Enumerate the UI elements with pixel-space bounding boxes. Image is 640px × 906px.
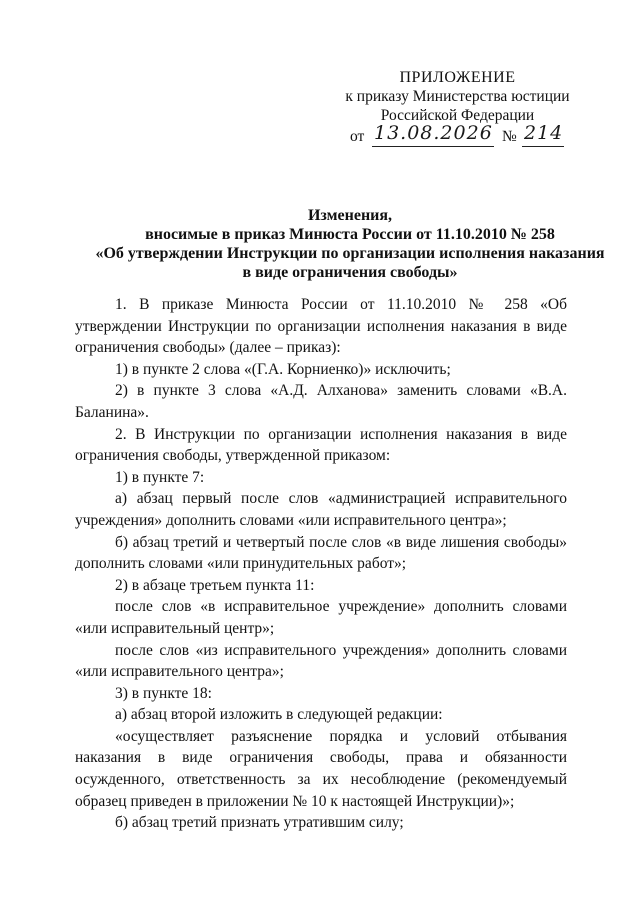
handwritten-number: 214	[524, 122, 564, 144]
paragraph: 1) в пункте 7:	[115, 468, 205, 486]
title-line: вносимые в приказ Минюста России от 11.10.2010 № 258	[145, 226, 555, 243]
handwritten-date: 13.08.2026	[374, 122, 493, 144]
date-underline	[372, 146, 494, 147]
document-title	[60, 206, 640, 282]
paragraph: «осуществляет разъяснение порядка и условий отбывания наказания в виде ограничения свободы, права и обязанности осужденного, ответственность за их несоблюдение (рекомендуемый образец приведен в приложении № 10 к настоящей Инструкции)»;	[75, 727, 567, 810]
paragraph: а) абзац первый после слов «администрацией исправительного учреждения» дополнить словами «или исправительного центра»;	[75, 490, 567, 529]
title-line: Изменения,	[307, 207, 393, 224]
date-prefix: от	[350, 128, 365, 145]
paragraph: после слов «в исправительное учреждение» дополнить словами «или исправительный центр»;	[75, 598, 567, 637]
appendix-federation: Российской Федерации	[380, 107, 535, 124]
paragraph: 1) в пункте 2 слова «(Г.А. Корниенко)» исключить;	[115, 360, 451, 378]
number-prefix: №	[502, 128, 517, 145]
paragraph: б) абзац третий и четвертый после слов «в виде лишения свободы» дополнить словами «или принудительных работ»;	[75, 533, 567, 573]
title-line: «Об утверждении Инструкции по организации исполнения наказания	[95, 245, 605, 262]
paragraph: а) абзац второй изложить в следующей редакции:	[115, 706, 443, 724]
order-date-number-line	[344, 122, 574, 148]
number-underline	[522, 146, 564, 147]
appendix-label: ПРИЛОЖЕНИЕ	[399, 69, 516, 86]
paragraph: 3) в пункте 18:	[115, 684, 212, 702]
appendix-header	[345, 68, 570, 125]
paragraph: б) абзац третий признать утратившим силу;	[115, 814, 404, 832]
appendix-to-order: к приказу Министерства юстиции	[345, 88, 570, 105]
paragraph: 2) в пункте 3 слова «А.Д. Алханова» заменить словами «В.А. Баланина».	[75, 382, 567, 421]
paragraph: 2. В Инструкции по организации исполнения наказания в виде ограничения свободы, утвержденной приказом:	[75, 425, 567, 465]
document-body	[75, 294, 567, 834]
paragraph: 1. В приказе Минюста России от 11.10.2010 № 258 «Об утверждении Инструкции по организации исполнения наказания в виде ограничения свободы» (далее – приказ):	[75, 296, 567, 357]
paragraph: после слов «из исправительного учреждения» дополнить словами «или исправительного центра»;	[75, 641, 567, 681]
paragraph: 2) в абзаце третьем пункта 11:	[115, 576, 315, 594]
title-line: в виде ограничения свободы»	[242, 264, 458, 281]
